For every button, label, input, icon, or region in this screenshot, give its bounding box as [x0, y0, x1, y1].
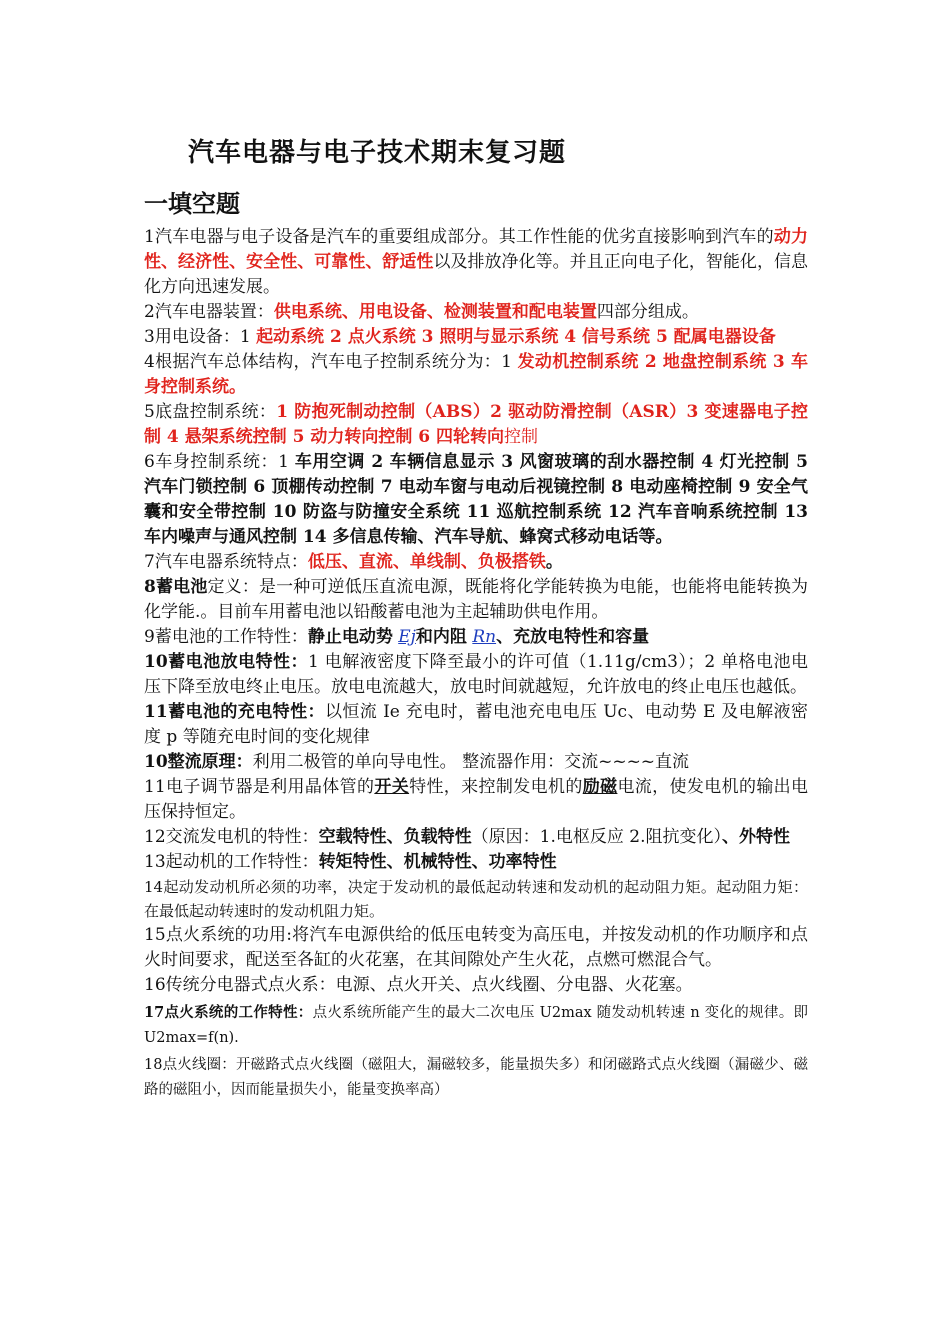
list-item: 8蓄电池定义：是一种可逆低压直流电源，既能将化学能转换为电能，也能将电能转换为化学能.。目前车用蓄电池以铅酸蓄电池为主起辅助供电作用。: [144, 577, 809, 622]
list-item: 16传统分电器式点火系：电源、点火开关、点火线圈、分电器、火花塞。: [144, 975, 693, 995]
list-item: 2汽车电器装置：供电系统、用电设备、检测装置和配电装置四部分组成。: [144, 302, 699, 322]
list-item: 17点火系统的工作特性：点火系统所能产生的最大二次电压 U2max 随发动机转速 n 变化的规律。即 U2max=f(n).: [144, 1004, 809, 1046]
page-title: 汽车电器与电子技术期末复习题: [188, 138, 567, 168]
list-item: 14起动发动机所必须的功率，决定于发动机的最低起动转速和发动机的起动阻力矩。起动阻力矩：在最低起动转速时的发动机阻力矩。: [144, 878, 808, 920]
section-heading: 一填空题: [144, 190, 240, 218]
list-item: 6车身控制系统：1 车用空调 2 车辆信息显示 3 风窗玻璃的刮水器控制 4 灯光控制 5 汽车门锁控制 6 顶棚传动控制 7 电动车窗与电动后视镜控制 8 电动座椅控制 9 安全气囊和安全带控制 10 防盗与防撞安全系统 11 巡航控制系统 12 汽车音响系统控制 13 车内噪声与通风控制 14 多信息传输、汽车导航、蜂窝式移动电话等。: [144, 452, 808, 547]
list-item: 9蓄电池的工作特性：静止电动势 Ej和内阻 Rn、充放电特性和容量: [144, 627, 650, 647]
list-item: 15点火系统的功用:将汽车电源供给的低压电转变为高压电，并按发动机的作功顺序和点火时间要求，配送至各缸的火花塞，在其间隙处产生火花，点燃可燃混合气。: [144, 925, 808, 970]
list-item: 4根据汽车总体结构，汽车电子控制系统分为：1 发动机控制系统 2 地盘控制系统 3 车身控制系统。: [144, 352, 808, 397]
emf-link[interactable]: Ej: [398, 627, 416, 647]
list-item: 5底盘控制系统：1 防抱死制动控制（ABS）2 驱动防滑控制（ASR）3 变速器电子控制 4 悬架系统控制 5 动力转向控制 6 四轮转向控制: [144, 402, 809, 447]
list-item: 3用电设备：1 起动系统 2 点火系统 3 照明与显示系统 4 信号系统 5 配属电器设备: [144, 327, 776, 347]
list-item: 12交流发电机的特性：空载特性、负载特性（原因：1.电枢反应 2.阻抗变化）、外特性: [144, 827, 790, 847]
question-list: [144, 225, 808, 1103]
list-item: 11电子调节器是利用晶体管的开关特性，来控制发电机的励磁电流，使发电机的输出电压保持恒定。: [144, 777, 809, 822]
list-item: 13起动机的工作特性：转矩特性、机械特性、功率特性: [144, 852, 557, 872]
list-item: 1汽车电器与电子设备是汽车的重要组成部分。其工作性能的优劣直接影响到汽车的动力性、经济性、安全性、可靠性、舒适性以及排放净化等。并且正向电子化，智能化，信息化方向迅速发展。: [144, 227, 809, 297]
list-item: 11蓄电池的充电特性：以恒流 Ie 充电时，蓄电池充电电压 Uc、电动势 E 及电解液密度 p 等随充电时间的变化规律: [144, 702, 808, 747]
internal-resistance-link[interactable]: Rn: [472, 627, 497, 647]
list-item: 18点火线圈：开磁路式点火线圈（磁阻大，漏磁较多，能量损失多）和闭磁路式点火线圈（漏磁少、磁路的磁阻小，因而能量损失小，能量变换率高）: [144, 1057, 808, 1098]
list-item: 7汽车电器系统特点：低压、直流、单线制、负极搭铁。: [144, 552, 563, 572]
list-item: 10蓄电池放电特性：1 电解液密度下降至最小的许可值（1.11g/cm3）；2 单格电池电压下降至放电终止电压。放电电流越大，放电时间就越短，允许放电的终止电压也越低。: [144, 652, 809, 697]
list-item: 10整流原理：利用二极管的单向导电性。 整流器作用：交流~~~~直流: [144, 752, 690, 772]
